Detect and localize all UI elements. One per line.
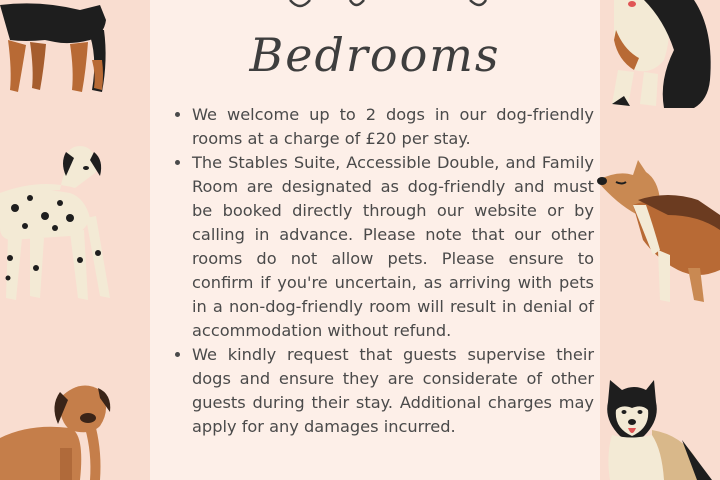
list-item: • The Stables Suite, Accessible Double, and Family Room are designated as dog-friendly and must be booked directly through our website or by calling in advance. Please note that our other rooms do not allow pets. Please ensure to confirm if you're uncertain, as arriving with pets in a non-dog-friendly room will result in denial of accommodation without refund. — [192, 151, 594, 343]
page-title: Bedrooms — [249, 28, 501, 82]
collie-icon — [598, 160, 720, 310]
rottweiler-icon — [0, 0, 110, 100]
dog-policy-list — [172, 103, 594, 439]
dalmatian-icon — [0, 148, 115, 308]
bernese-dog-icon — [604, 0, 720, 112]
husky-icon — [602, 380, 720, 480]
list-item: • We welcome up to 2 dogs in our dog-friendly rooms at a charge of £20 per stay. — [192, 103, 594, 151]
brown-dog-icon — [0, 378, 115, 480]
cropped-heading-icon — [270, 0, 510, 12]
list-item: • We kindly request that guests supervise their dogs and ensure they are considerate of other guests during their stay. Additional charges may apply for any damages incurred. — [192, 343, 594, 439]
